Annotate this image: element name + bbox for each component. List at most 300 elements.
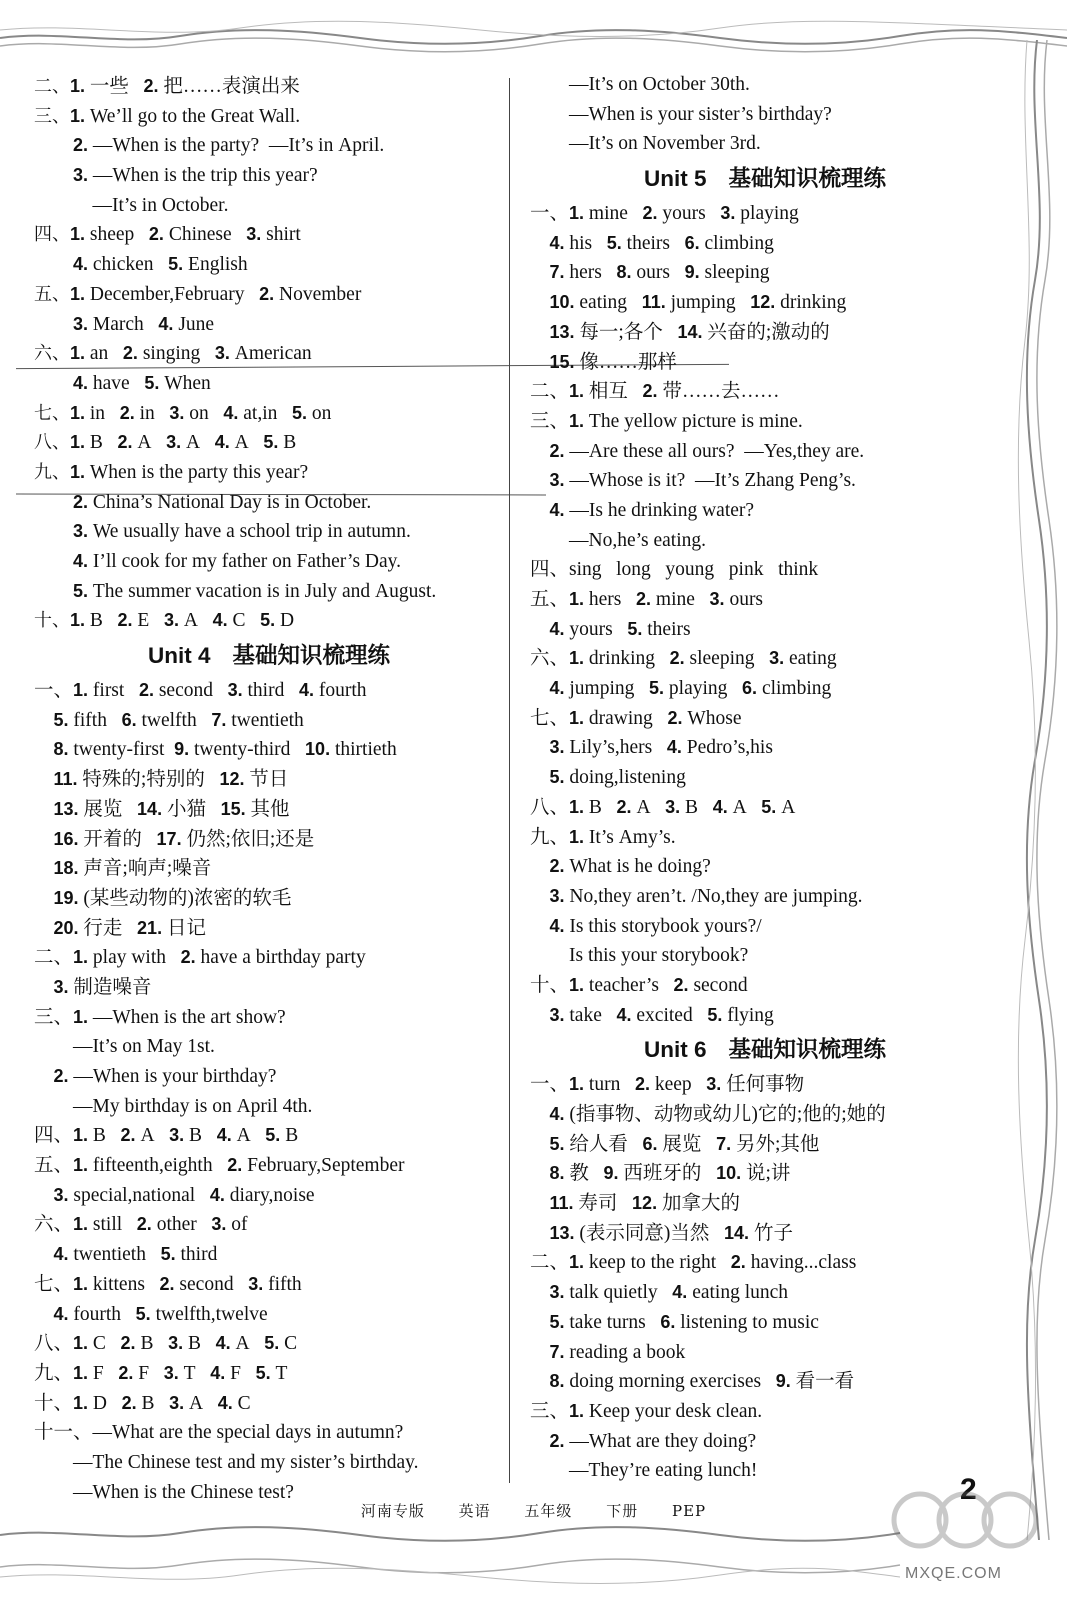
item-number: 2.	[143, 76, 159, 96]
answer-line: 13. 展览 14. 小猫 15. 其他	[53, 798, 290, 820]
right-column	[530, 70, 1000, 1486]
item-number: 2.	[642, 381, 658, 402]
item-number: 1.	[73, 1273, 89, 1294]
item-number: 3.	[73, 521, 89, 542]
left-column	[34, 72, 504, 1507]
item-number: 4.	[73, 372, 89, 393]
section-marker: 四、	[34, 224, 70, 246]
answer-line: —When is the Chinese test?	[34, 1481, 294, 1503]
answer-line: 4. chicken 5. English	[73, 254, 248, 276]
item-number: 5.	[168, 254, 184, 275]
item-number: 3.	[53, 976, 69, 997]
item-number: 1.	[73, 1362, 89, 1383]
item-number: 4.	[53, 1244, 69, 1265]
item-number: 3.	[246, 224, 262, 245]
item-number: 2.	[117, 610, 133, 631]
item-number: 5.	[606, 232, 622, 253]
item-number: 4.	[209, 1184, 225, 1205]
item-number: 1.	[569, 974, 585, 995]
answer-line: 2. —Are these all ours? —Yes,they are.	[549, 440, 865, 462]
answer-line: —They’re eating lunch!	[530, 1460, 758, 1482]
section-marker: 六、	[34, 343, 70, 365]
answer-line: 十一、—What are the special days in autumn?	[34, 1422, 404, 1444]
item-number: 4.	[212, 610, 228, 631]
answer-line: 4. I’ll cook for my father on Father’s Day.	[73, 551, 402, 572]
item-number: 3.	[169, 402, 185, 423]
answer-line: —It’s in October.	[92, 194, 229, 216]
item-number: 2.	[120, 1125, 136, 1146]
item-number: 3.	[53, 1184, 69, 1205]
item-number: 6.	[121, 709, 137, 730]
page-number: 2	[960, 1473, 977, 1506]
answer-line: 十、1. D 2. B 3. A 4. C	[34, 1392, 251, 1414]
item-number: 4.	[210, 1362, 226, 1383]
item-number: 3.	[549, 885, 565, 906]
answer-line: 4. have 5. When	[73, 372, 211, 394]
answer-line: 二、1. 一些 2. 把……表演出来	[34, 76, 300, 97]
answer-line: 18. 声音;响声;噪音	[53, 858, 212, 880]
item-number: 17.	[156, 828, 182, 849]
item-number: 4.	[298, 680, 314, 701]
item-number: 4.	[549, 678, 565, 699]
unit6-heading	[530, 1032, 1000, 1068]
item-number: 1.	[569, 589, 585, 609]
item-number: 19.	[53, 887, 79, 908]
item-number: 4.	[712, 796, 728, 817]
answer-line: 20. 行走 21. 日记	[53, 917, 206, 939]
item-number: 3.	[709, 589, 725, 609]
answer-line: 4. Is this storybook yours?/	[549, 915, 762, 937]
section-marker: 九、	[34, 461, 70, 483]
answer-line: 16. 开着的 17. 仍然;依旧;还是	[53, 828, 315, 850]
answer-line: —It’s on May 1st.	[34, 1036, 215, 1058]
answer-line: 四、sing long young pink think	[530, 559, 819, 581]
item-number: 2.	[259, 283, 275, 304]
item-number: 5.	[265, 1125, 281, 1146]
answer-line: 三、1. Keep your desk clean.	[530, 1400, 763, 1422]
item-number: 3.	[769, 648, 785, 669]
item-number: 1.	[569, 648, 585, 669]
item-number: 5.	[73, 580, 89, 601]
answer-line: 六、1. still 2. other 3. of	[34, 1214, 248, 1236]
footer-grade: 五年级	[524, 1502, 573, 1520]
item-number: 4.	[73, 254, 89, 275]
item-number: 3.	[168, 1333, 184, 1354]
item-number: 1.	[73, 1333, 89, 1354]
unit4-name: Unit 4	[147, 643, 211, 669]
answer-line: 十、1. teacher’s 2. second	[530, 974, 748, 996]
unit4-heading	[34, 638, 504, 674]
item-number: 2.	[227, 1155, 243, 1176]
answer-line: 4. (指事物、动物或幼儿)它的;他的;她的	[549, 1104, 886, 1125]
unit4-answers	[34, 676, 504, 1507]
answer-line: 7. reading a book	[549, 1341, 686, 1363]
answer-line: —No,he’s eating.	[530, 529, 707, 551]
item-number: 3.	[720, 203, 736, 224]
item-number: 1.	[73, 1155, 89, 1176]
item-number: 4.	[53, 1303, 69, 1324]
answer-line: 一、1. first 2. second 3. third 4. fourth	[34, 680, 367, 702]
item-number: 4.	[549, 232, 565, 253]
item-number: 1.	[70, 283, 86, 304]
answer-line: 六、1. drinking 2. sleeping 3. eating	[530, 648, 837, 670]
item-number: 4.	[73, 551, 89, 571]
top-border-decoration	[0, 0, 1067, 60]
answer-line: 八、1. B 2. A 3. B 4. A 5. A	[530, 796, 796, 818]
item-number: 3.	[166, 432, 182, 453]
item-number: 5.	[160, 1244, 176, 1265]
item-number: 5.	[263, 432, 279, 453]
answer-line: 2. —When is your birthday?	[53, 1066, 277, 1087]
footer-volume: 下册	[606, 1502, 639, 1520]
item-number: 1.	[70, 432, 86, 453]
answer-line: 15. 像……那样	[549, 351, 677, 373]
item-number: 10.	[716, 1163, 742, 1184]
watermark-text: MXQE.COM	[905, 1565, 1002, 1582]
item-number: 14.	[677, 321, 703, 342]
answer-line: 10. eating 11. jumping 12. drinking	[549, 292, 847, 314]
item-number: 2.	[121, 1392, 137, 1413]
answer-line: 4. jumping 5. playing 6. climbing	[549, 678, 832, 700]
item-number: 1.	[70, 343, 86, 364]
footer-edition: 河南专版	[360, 1502, 425, 1520]
item-number: 4.	[549, 1104, 565, 1124]
item-number: 5.	[549, 1311, 565, 1332]
item-number: 2.	[616, 796, 632, 817]
item-number: 1.	[70, 76, 86, 96]
item-number: 4.	[672, 1282, 688, 1303]
item-number: 2.	[549, 1430, 565, 1451]
item-number: 20.	[53, 917, 79, 938]
item-number: 3.	[73, 313, 89, 334]
unit3-answers	[34, 72, 504, 636]
answer-line: 3. We usually have a school trip in autumn.	[73, 521, 411, 543]
item-number: 1.	[70, 461, 86, 482]
item-number: 9.	[603, 1163, 619, 1184]
answer-line: 13. (表示同意)当然 14. 竹子	[549, 1222, 793, 1244]
answer-line: —The Chinese test and my sister’s birthday.	[34, 1451, 419, 1473]
item-number: 5.	[549, 1133, 565, 1154]
item-number: 1.	[569, 796, 585, 817]
answer-line: 3. —When is the trip this year?	[73, 165, 318, 187]
item-number: 2.	[636, 589, 652, 609]
item-number: 2.	[119, 402, 135, 423]
item-number: 4.	[217, 1392, 233, 1413]
item-number: 16.	[53, 828, 79, 849]
answer-line: 11. 寿司 12. 加拿大的	[549, 1193, 740, 1215]
answer-line: 4. fourth 5. twelfth,twelve	[53, 1303, 268, 1325]
item-number: 15.	[549, 351, 575, 372]
item-number: 2.	[673, 974, 689, 995]
item-number: 3.	[211, 1214, 227, 1235]
item-number: 2.	[669, 648, 685, 669]
item-number: 9.	[775, 1371, 791, 1392]
item-number: 5.	[53, 709, 69, 730]
answer-line: 8. twenty-first 9. twenty-third 10. thirtieth	[53, 739, 397, 761]
item-number: 11.	[549, 1193, 574, 1214]
item-number: 3.	[549, 470, 565, 491]
item-number: 2.	[117, 432, 133, 453]
item-number: 5.	[255, 1362, 271, 1383]
answer-line: 六、1. an 2. singing 3. American	[34, 343, 312, 365]
section-marker: 十、	[34, 610, 70, 632]
item-number: 4.	[549, 618, 565, 639]
answer-line: 3. No,they aren’t. /No,they are jumping.	[549, 885, 863, 907]
item-number: 1.	[73, 1392, 89, 1413]
answer-line: 三、1. The yellow picture is mine.	[530, 410, 803, 432]
item-number: 4.	[549, 499, 565, 520]
answer-line: 二、1. 相互 2. 带……去……	[530, 381, 780, 403]
answer-line: 三、1. We’ll go to the Great Wall.	[34, 105, 301, 127]
item-number: 2.	[73, 135, 89, 156]
item-number: 4.	[666, 737, 682, 758]
item-number: 5.	[649, 678, 665, 699]
item-number: 1.	[70, 402, 86, 423]
item-number: 18.	[53, 858, 79, 879]
unit6-title: 基础知识梳理练	[728, 1037, 887, 1063]
item-number: 8.	[53, 739, 69, 760]
answer-line: 11. 特殊的;特别的 12. 节日	[53, 769, 289, 791]
item-number: 7.	[716, 1133, 732, 1154]
answer-line: 3. take 4. excited 5. flying	[549, 1004, 774, 1026]
item-number: 13.	[53, 798, 79, 819]
answer-line: 十、1. B 2. E 3. A 4. C 5. D	[34, 610, 295, 632]
item-number: 1.	[569, 1400, 585, 1421]
answer-line: 3. special,national 4. diary,noise	[53, 1184, 315, 1206]
item-number: 3.	[214, 343, 230, 364]
answer-line: 2. China’s National Day is in October.	[73, 491, 372, 513]
item-number: 4.	[616, 1004, 632, 1025]
answer-line: 5. doing,listening	[549, 767, 686, 789]
item-number: 11.	[53, 769, 78, 790]
item-number: 2.	[634, 1074, 650, 1095]
unit5-name: Unit 5	[643, 166, 707, 192]
item-number: 15.	[220, 798, 246, 819]
answer-line: 19. (某些动物的)浓密的软毛	[53, 887, 292, 909]
item-number: 2.	[73, 491, 89, 512]
item-number: 2.	[118, 1362, 134, 1383]
item-number: 8.	[549, 1371, 565, 1392]
answer-line: 五、1. hers 2. mine 3. ours	[530, 589, 764, 610]
unit6-answers	[530, 1070, 1000, 1486]
item-number: 6.	[742, 678, 758, 699]
answer-line: 4. —Is he drinking water?	[549, 499, 755, 521]
item-number: 2.	[180, 947, 196, 968]
item-number: 5.	[292, 402, 308, 423]
item-number: 1.	[569, 410, 585, 431]
answer-line: 5. fifth 6. twelfth 7. twentieth	[53, 709, 304, 731]
answer-line: 8. 教 9. 西班牙的 10. 说;讲	[549, 1163, 791, 1185]
answer-line: —It’s on October 30th.	[530, 74, 750, 95]
answer-line: 4. yours 5. theirs	[549, 618, 691, 640]
answer-line: 8. doing morning exercises 9. 看一看	[549, 1371, 855, 1393]
item-number: 12.	[632, 1193, 658, 1214]
unit5-heading	[530, 161, 1000, 197]
item-number: 6.	[660, 1311, 676, 1332]
answer-line: —When is your sister’s birthday?	[530, 103, 832, 125]
item-number: 6.	[684, 232, 700, 253]
unit4-title: 基础知识梳理练	[232, 643, 391, 669]
item-number: 5.	[144, 372, 160, 393]
column-divider	[509, 78, 510, 1483]
item-number: 5.	[627, 618, 643, 639]
item-number: 1.	[569, 707, 585, 728]
item-number: 2.	[667, 707, 683, 728]
section-marker: 三、	[34, 105, 70, 127]
answer-line: 2. —What are they doing?	[549, 1430, 757, 1452]
item-number: 12.	[219, 769, 245, 790]
answer-line: 3. Lily’s,hers 4. Pedro’s,his	[549, 737, 773, 759]
section-marker: 二、	[34, 76, 70, 97]
answer-line: 五、1. December,February 2. November	[34, 283, 362, 305]
item-number: 2.	[549, 856, 565, 877]
item-number: 4.	[214, 432, 230, 453]
item-number: 3.	[549, 1004, 565, 1025]
item-number: 7.	[549, 262, 565, 283]
answer-line: 2. —When is the party? —It’s in April.	[73, 135, 385, 157]
item-number: 7.	[211, 709, 227, 730]
item-number: 5.	[260, 610, 276, 631]
answer-line: Is this your storybook?	[530, 945, 749, 967]
item-number: 5.	[135, 1303, 151, 1324]
item-number: 1.	[73, 1214, 89, 1235]
item-number: 1.	[73, 947, 89, 968]
answer-line: 四、1. B 2. A 3. B 4. A 5. B	[34, 1125, 299, 1147]
item-number: 2.	[549, 440, 565, 461]
item-number: 13.	[549, 321, 575, 342]
item-number: 1.	[70, 105, 86, 126]
item-number: 10.	[549, 292, 575, 313]
answer-line: 5. The summer vacation is in July and August.	[73, 580, 437, 602]
answer-line: 七、1. drawing 2. Whose	[530, 707, 742, 729]
item-number: 5.	[549, 767, 565, 788]
answer-line: 九、1. F 2. F 3. T 4. F 5. T	[34, 1362, 288, 1384]
item-number: 2.	[136, 1214, 152, 1235]
section-marker: 五、	[34, 283, 70, 305]
answer-line: 13. 每一;各个 14. 兴奋的;激动的	[549, 321, 830, 343]
item-number: 1.	[73, 1125, 89, 1146]
right-border-decoration	[997, 40, 1067, 1540]
item-number: 3.	[73, 165, 89, 186]
item-number: 2.	[122, 343, 138, 364]
answer-line: 5. 给人看 6. 展览 7. 另外;其他	[549, 1133, 820, 1155]
item-number: 3.	[665, 796, 681, 817]
answer-line: 八、1. C 2. B 3. B 4. A 5. C	[34, 1333, 298, 1355]
item-number: 8.	[549, 1163, 565, 1184]
answer-line: 三、1. —When is the art show?	[34, 1006, 286, 1028]
item-number: 5.	[707, 1004, 723, 1025]
section-marker: 八、	[34, 432, 70, 454]
answer-line: 八、1. B 2. A 3. A 4. A 5. B	[34, 432, 297, 454]
item-number: 4.	[223, 402, 239, 423]
answer-line: 一、1. turn 2. keep 3. 任何事物	[530, 1074, 805, 1096]
item-number: 3.	[549, 737, 565, 758]
item-number: 3.	[549, 1282, 565, 1303]
item-number: 2.	[138, 680, 154, 701]
answer-line: 二、1. keep to the right 2. having...class	[530, 1252, 857, 1274]
item-number: 2.	[730, 1252, 746, 1273]
footer-subject: 英语	[458, 1502, 491, 1520]
item-number: 4.	[216, 1125, 232, 1146]
unit5-answers	[530, 199, 1000, 1030]
item-number: 1.	[569, 203, 585, 224]
item-number: 3.	[163, 610, 179, 631]
answer-line: 7. hers 8. ours 9. sleeping	[549, 262, 770, 284]
item-number: 21.	[137, 917, 163, 938]
unit4-continued	[530, 70, 1000, 159]
item-number: 10.	[305, 739, 331, 760]
answer-line: 3. —Whose is it? —It’s Zhang Peng’s.	[549, 470, 856, 492]
item-number: 13.	[549, 1222, 575, 1243]
item-number: 5.	[761, 796, 777, 817]
item-number: 9.	[684, 262, 700, 283]
answer-line: 四、1. sheep 2. Chinese 3. shirt	[34, 224, 301, 246]
answer-line: 3. talk quietly 4. eating lunch	[549, 1282, 789, 1304]
item-number: 1.	[569, 381, 585, 402]
item-number: 4.	[158, 313, 174, 334]
item-number: 3.	[706, 1074, 722, 1095]
answer-line: —It’s on November 3rd.	[530, 133, 761, 155]
item-number: 4.	[215, 1333, 231, 1354]
answer-line: 2. What is he doing?	[549, 856, 711, 878]
item-number: 1.	[73, 1006, 89, 1027]
answer-line: 3. March 4. June	[73, 313, 215, 335]
answer-line: 二、1. play with 2. have a birthday party	[34, 947, 366, 969]
item-number: 5.	[264, 1333, 280, 1354]
item-number: 2.	[120, 1333, 136, 1354]
unit5-title: 基础知识梳理练	[728, 166, 887, 192]
answer-line: 五、1. fifteenth,eighth 2. February,September	[34, 1155, 405, 1177]
item-number: 3.	[227, 680, 243, 701]
item-number: 1.	[569, 1252, 585, 1273]
answer-line: 九、1. When is the party this year?	[34, 461, 309, 483]
answer-line: 七、1. kittens 2. second 3. fifth	[34, 1273, 302, 1295]
answer-line: 5. take turns 6. listening to music	[549, 1311, 819, 1333]
item-number: 3.	[169, 1125, 185, 1146]
answer-line: 4. twentieth 5. third	[53, 1244, 218, 1266]
item-number: 1.	[70, 224, 86, 245]
answer-line: —My birthday is on April 4th.	[34, 1095, 313, 1117]
footer-series: PEP	[672, 1502, 707, 1520]
item-number: 1.	[70, 610, 86, 631]
item-number: 3.	[163, 1362, 179, 1383]
answer-line: 一、1. mine 2. yours 3. playing	[530, 203, 799, 225]
answer-line: 九、1. It’s Amy’s.	[530, 826, 676, 848]
item-number: 3.	[169, 1392, 185, 1413]
item-number: 14.	[137, 798, 163, 819]
item-number: 11.	[641, 292, 666, 313]
item-number: 12.	[750, 292, 776, 313]
item-number: 8.	[616, 262, 632, 283]
item-number: 9.	[174, 739, 190, 760]
item-number: 3.	[248, 1273, 264, 1294]
item-number: 14.	[724, 1222, 750, 1243]
item-number: 2.	[53, 1066, 69, 1086]
answer-line: 3. 制造噪音	[53, 976, 152, 998]
item-number: 1.	[569, 1074, 585, 1095]
answer-line: 七、1. in 2. in 3. on 4. at,in 5. on	[34, 402, 332, 424]
answer-line: 4. his 5. theirs 6. climbing	[549, 232, 774, 254]
item-number: 4.	[549, 915, 565, 936]
item-number: 1.	[73, 680, 89, 701]
item-number: 7.	[549, 1341, 565, 1362]
item-number: 2.	[148, 224, 164, 245]
item-number: 6.	[642, 1133, 658, 1154]
section-marker: 七、	[34, 402, 70, 424]
item-number: 1.	[569, 826, 585, 847]
unit6-name: Unit 6	[643, 1037, 707, 1063]
item-number: 2.	[642, 203, 658, 224]
